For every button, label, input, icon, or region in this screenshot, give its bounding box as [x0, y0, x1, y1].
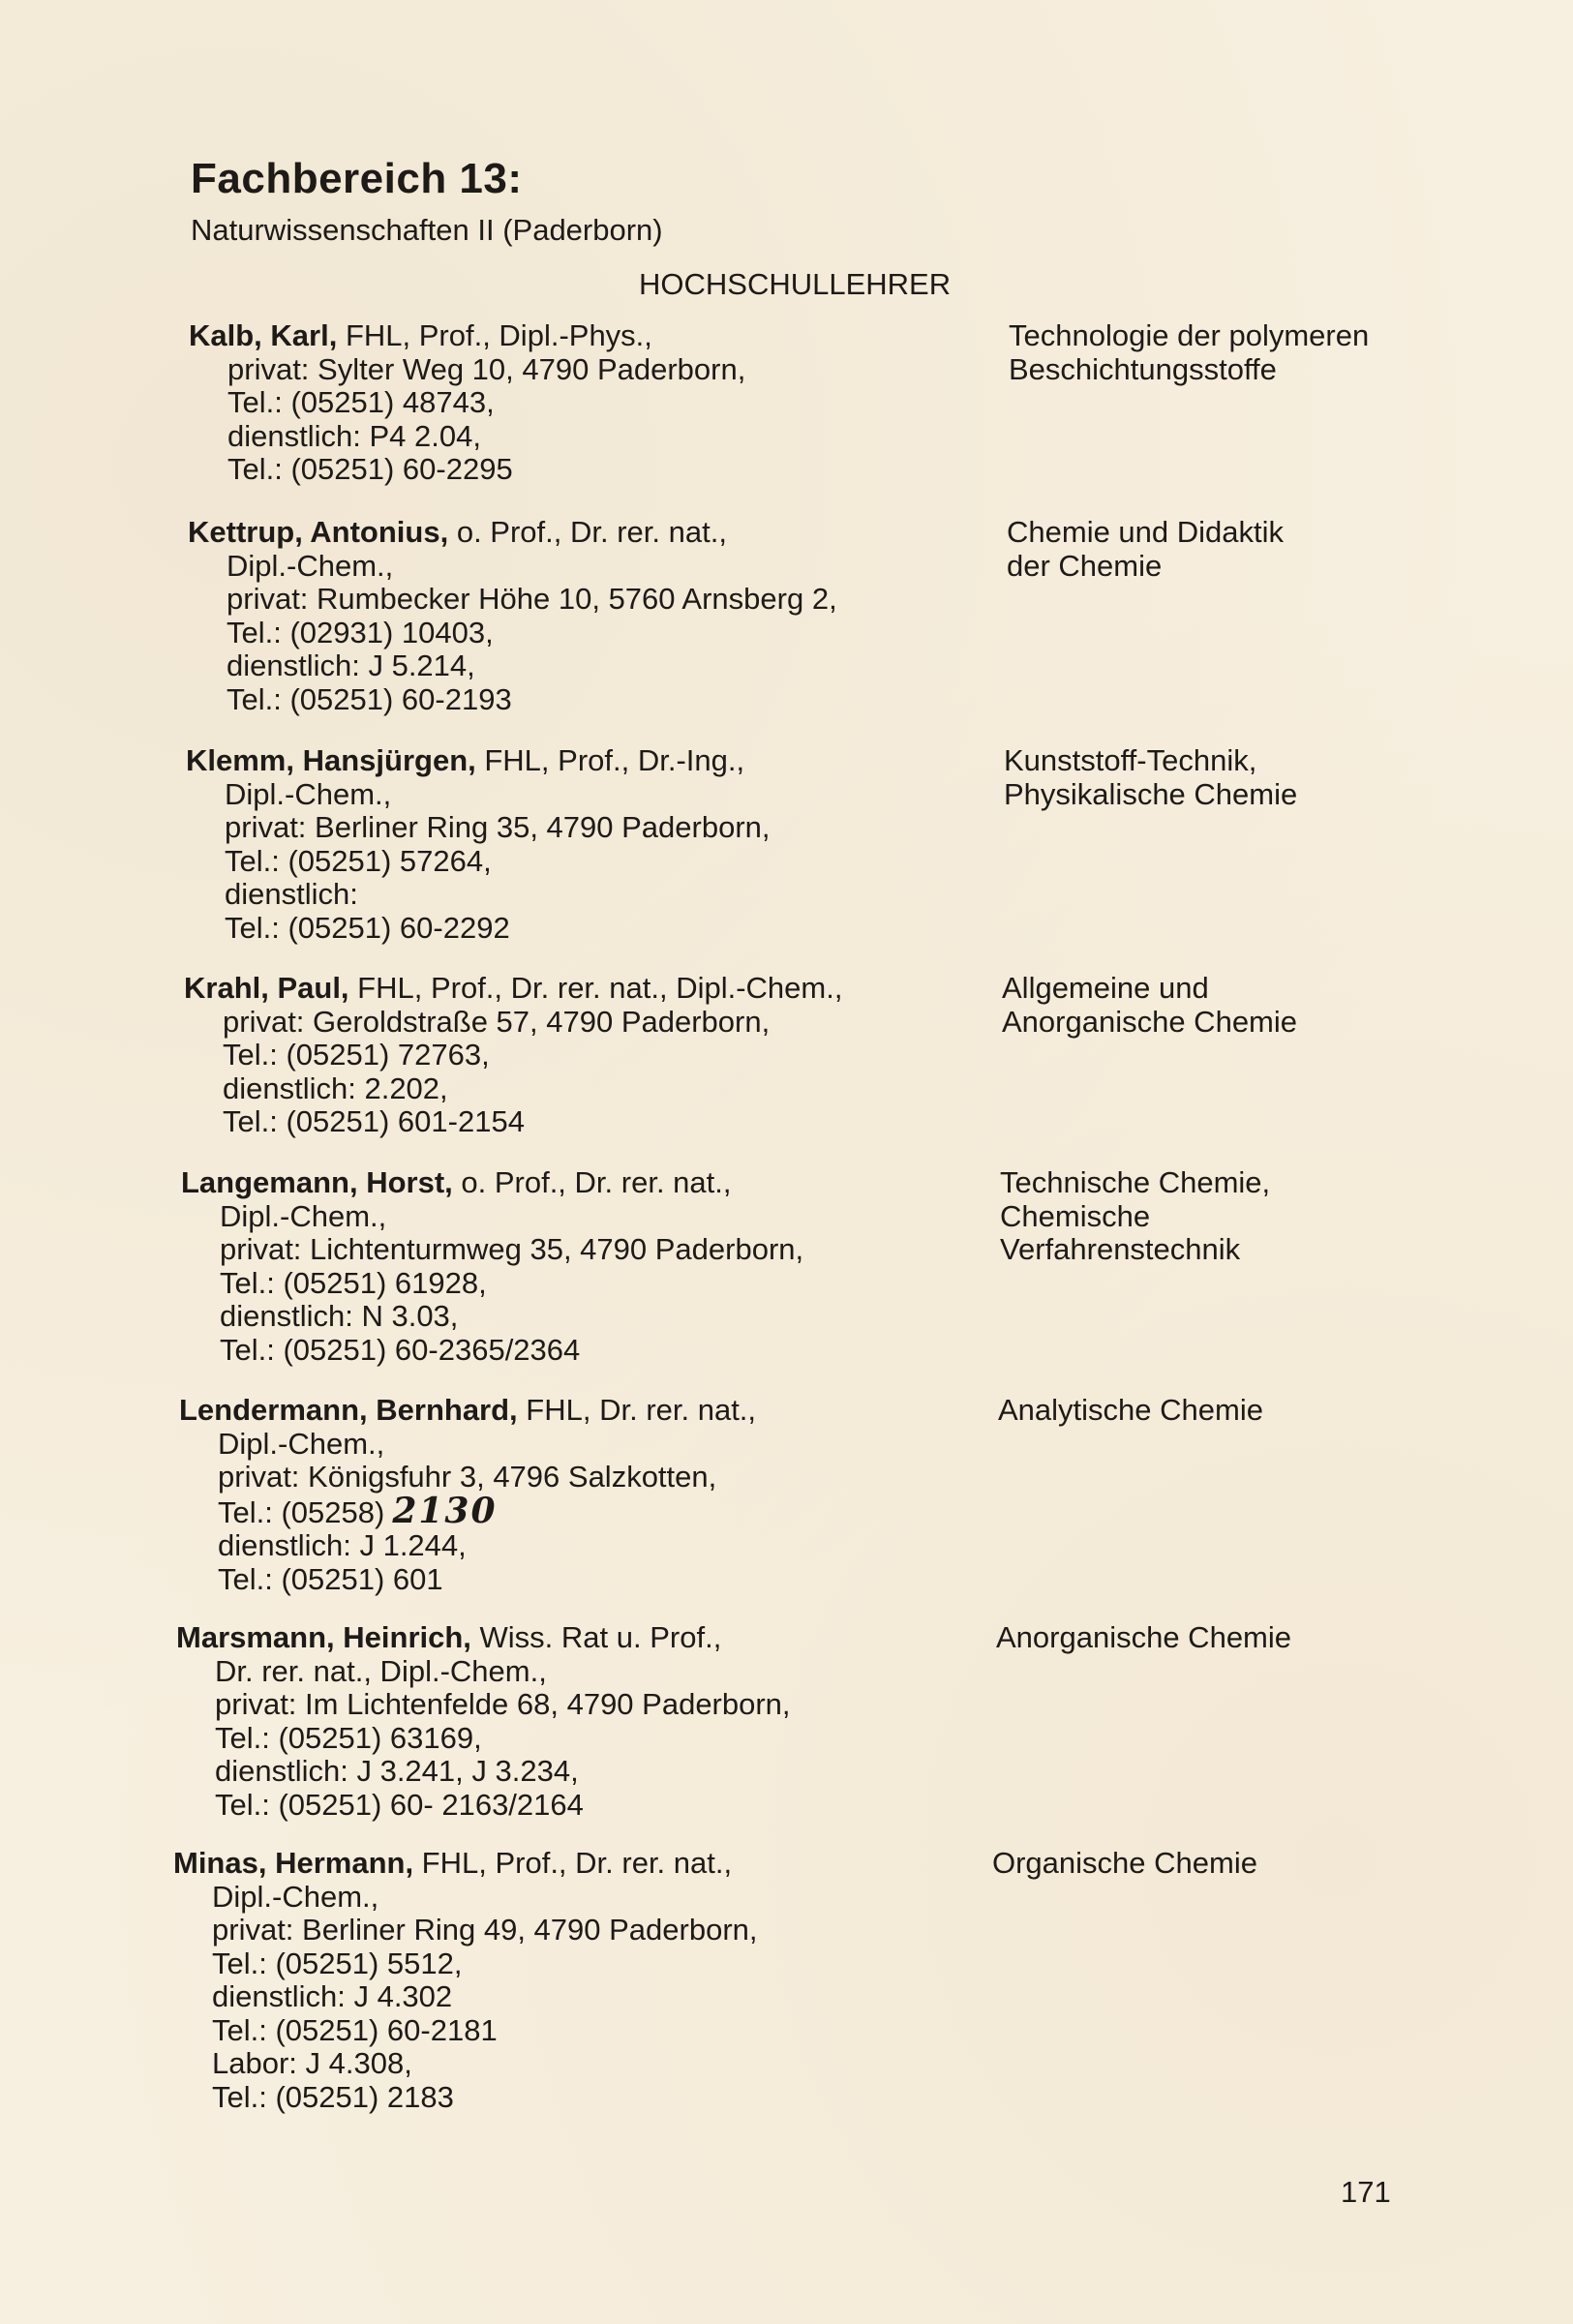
- section-heading: HOCHSCHULLEHRER: [639, 267, 952, 301]
- entry-line: Tel.: (05251) 60-2292: [225, 910, 510, 945]
- field-line: der Chemie: [1007, 548, 1163, 583]
- field-line: Technische Chemie,: [1000, 1165, 1271, 1199]
- entry-title: FHL, Dr. rer. nat.,: [517, 1393, 757, 1427]
- entry-line: dienstlich: J 3.241, J 3.234,: [215, 1754, 579, 1788]
- entry-line: Dipl.-Chem.,: [212, 1879, 379, 1914]
- entry-title: o. Prof., Dr. rer. nat.,: [448, 515, 727, 549]
- entry-line: privat: Berliner Ring 49, 4790 Paderborn,: [212, 1913, 758, 1947]
- entry-line: Dipl.-Chem.,: [225, 776, 392, 811]
- entry-details: [181, 1166, 975, 1367]
- entry-name: Krahl, Paul,: [184, 971, 349, 1005]
- entry-field: [1000, 1166, 1455, 1267]
- field-line: Chemie und Didaktik: [1007, 515, 1285, 549]
- field-line: Organische Chemie: [992, 1846, 1257, 1880]
- entry-details: [189, 319, 983, 487]
- entry-line: Tel.: (05251) 60-2193: [227, 681, 512, 716]
- field-line: Verfahrenstechnik: [1000, 1232, 1241, 1266]
- entry-field: [998, 1394, 1453, 1428]
- entry-line: dienstlich: 2.202,: [223, 1071, 448, 1105]
- entry-line: Tel.: (05251) 2183: [212, 2079, 454, 2114]
- entry-name: Kalb, Karl,: [189, 318, 338, 352]
- entry-line: dienstlich: J 1.244,: [218, 1528, 467, 1562]
- entry-first-line: [181, 1166, 975, 1200]
- entry-first-line: [189, 319, 983, 353]
- entry-line: Tel.: (05251) 601-2154: [223, 1104, 525, 1138]
- entry-title: FHL, Prof., Dr. rer. nat., Dipl.-Chem.,: [348, 971, 843, 1005]
- entry-line: privat: Sylter Weg 10, 4790 Paderborn,: [227, 351, 746, 386]
- entry-line: privat: Geroldstraße 57, 4790 Paderborn,: [223, 1004, 771, 1039]
- entry-line: Tel.: (05251) 601: [218, 1561, 443, 1596]
- entry-line: Tel.: (05251) 61928,: [220, 1265, 487, 1300]
- entry-line: Tel.: (05251) 60-2181: [212, 2012, 498, 2047]
- entry-title: o. Prof., Dr. rer. nat.,: [452, 1165, 732, 1199]
- entry-line: Tel.: (05251) 5512,: [212, 1946, 463, 1980]
- handwritten-number: 2130: [392, 1490, 498, 1531]
- entry-line: privat: Berliner Ring 35, 4790 Paderborn,: [225, 810, 771, 844]
- entry-name: Kettrup, Antonius,: [188, 515, 449, 549]
- field-line: Beschichtungsstoffe: [1009, 351, 1277, 386]
- entry-line: Tel.: (05251) 48743,: [227, 385, 495, 419]
- entry-field: [996, 1621, 1451, 1655]
- entry-line: Dipl.-Chem.,: [218, 1426, 385, 1461]
- entry-first-line: [188, 516, 982, 550]
- page-subtitle: Naturwissenschaften II (Paderborn): [191, 213, 663, 247]
- field-line: Anorganische Chemie: [1002, 1004, 1298, 1039]
- entry-line: Dipl.-Chem.,: [220, 1198, 387, 1233]
- entry-line: Tel.: (05251) 57264,: [225, 843, 492, 878]
- entry-line: dienstlich: N 3.03,: [220, 1299, 459, 1333]
- entry-field: [1007, 516, 1462, 583]
- entry-line: dienstlich: P4 2.04,: [227, 418, 481, 453]
- entry-details: [188, 516, 982, 716]
- field-line: Allgemeine und: [1002, 971, 1209, 1005]
- entry-first-line: [186, 744, 980, 778]
- entry-first-line: [176, 1621, 970, 1655]
- entry-first-line: [173, 1847, 967, 1881]
- entry-details: [173, 1847, 967, 2114]
- field-line: Technologie der polymeren: [1009, 318, 1370, 352]
- entry-field: [1009, 319, 1464, 386]
- page-title: Fachbereich 13:: [191, 155, 523, 202]
- entry-line: Dr. rer. nat., Dipl.-Chem.,: [215, 1653, 547, 1688]
- entry-line: Tel.: (05251) 60- 2163/2164: [215, 1787, 584, 1822]
- page-number: 171: [1341, 2175, 1391, 2209]
- entry-line: dienstlich: J 5.214,: [227, 649, 475, 682]
- entry-line: Labor: J 4.308,: [212, 2046, 412, 2080]
- field-line: Anorganische Chemie: [996, 1620, 1292, 1654]
- entry-line: Tel.: (05251) 72763,: [223, 1038, 490, 1071]
- entry-title: FHL, Prof., Dr. rer. nat.,: [413, 1846, 733, 1880]
- entry-line: Tel.: (02931) 10403,: [227, 615, 494, 649]
- entry-field: [1004, 744, 1459, 811]
- entry-line: dienstlich: J 4.302: [212, 1979, 453, 2013]
- entry-title: Wiss. Rat u. Prof.,: [470, 1620, 722, 1654]
- entry-line: Dipl.-Chem.,: [227, 548, 394, 583]
- field-line: Chemische: [1000, 1198, 1151, 1233]
- entry-line: Tel.: (05251) 63169,: [215, 1720, 482, 1755]
- entry-line: privat: Königsfuhr 3, 4796 Salzkotten,: [218, 1460, 717, 1494]
- entry-name: Lendermann, Bernhard,: [179, 1393, 518, 1427]
- entry-details: [184, 972, 978, 1139]
- entry-details: [179, 1394, 973, 1596]
- entry-line: privat: Im Lichtenfelde 68, 4790 Paderborn,: [215, 1687, 791, 1721]
- entry-first-line: [179, 1394, 973, 1428]
- entry-name: Langemann, Horst,: [181, 1165, 453, 1199]
- entry-name: Minas, Hermann,: [173, 1846, 414, 1880]
- entry-first-line: [184, 972, 978, 1006]
- entry-line: Tel.: (05251) 60-2295: [227, 452, 513, 486]
- entry-field: [1002, 972, 1457, 1039]
- phone-line: Tel.: (05258): [218, 1494, 385, 1529]
- field-line: Physikalische Chemie: [1004, 776, 1298, 811]
- entry-line: dienstlich:: [225, 877, 358, 911]
- entry-title: FHL, Prof., Dr.-Ing.,: [475, 743, 745, 777]
- entry-name: Marsmann, Heinrich,: [176, 1620, 471, 1654]
- entry-line: privat: Lichtenturmweg 35, 4790 Paderborn,: [220, 1232, 804, 1266]
- entry-details: [176, 1621, 970, 1822]
- field-line: Analytische Chemie: [998, 1393, 1263, 1427]
- entry-field: [992, 1847, 1447, 1881]
- entry-line: Tel.: (05251) 60-2365/2364: [220, 1332, 581, 1367]
- entry-title: FHL, Prof., Dipl.-Phys.,: [337, 318, 652, 352]
- field-line: Kunststoff-Technik,: [1004, 743, 1257, 777]
- entry-details: [186, 744, 980, 945]
- entry-line: [179, 1490, 973, 1531]
- entry-line: privat: Rumbecker Höhe 10, 5760 Arnsberg 2,: [227, 582, 837, 616]
- entry-name: Klemm, Hansjürgen,: [186, 743, 476, 777]
